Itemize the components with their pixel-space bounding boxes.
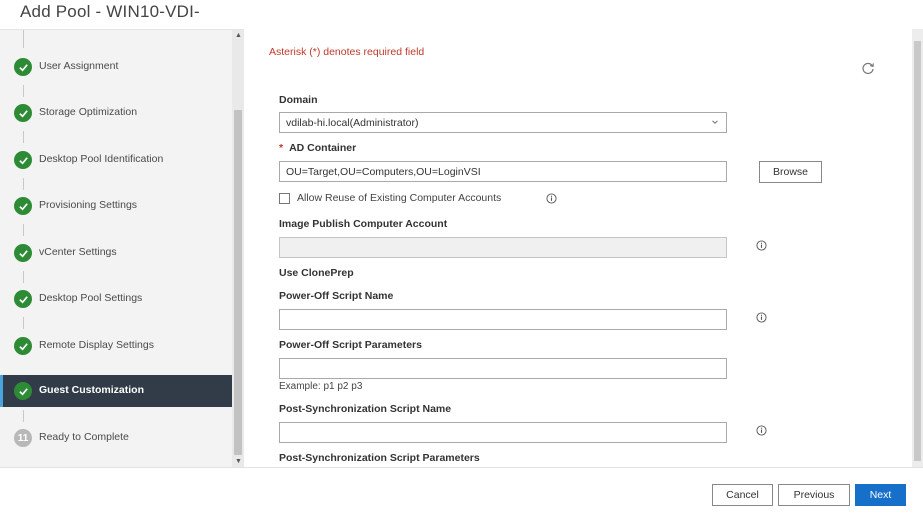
scroll-up-icon[interactable]: ▲ <box>235 32 242 39</box>
dialog-title: Add Pool - WIN10-VDI- <box>20 2 200 21</box>
sidebar-item-remote-display-settings[interactable] <box>0 329 232 363</box>
sidebar-item-storage-optimization[interactable] <box>0 96 232 130</box>
image-publish-input <box>279 237 727 258</box>
info-icon[interactable] <box>756 240 767 251</box>
power-off-script-params-input[interactable] <box>279 358 727 379</box>
allow-reuse-label: Allow Reuse of Existing Computer Accounts <box>297 192 502 204</box>
check-circle-icon <box>14 290 32 308</box>
sidebar-item-provisioning-settings[interactable] <box>0 189 232 223</box>
domain-select-value: vdilab-hi.local(Administrator) <box>286 116 419 129</box>
wizard-footer <box>0 467 923 513</box>
check-circle-icon <box>14 244 32 262</box>
step-connector <box>23 317 24 329</box>
ad-container-label <box>279 142 356 154</box>
check-circle-icon <box>14 151 32 169</box>
step-connector <box>23 30 24 48</box>
content-scroll-thumb[interactable] <box>914 41 921 461</box>
sidebar-item-label: Desktop Pool Settings <box>39 292 143 304</box>
sidebar-item-label: Provisioning Settings <box>39 199 138 211</box>
power-off-script-params-label: Power-Off Script Parameters <box>279 339 422 351</box>
ad-container-label-text: AD Container <box>289 142 357 154</box>
domain-label: Domain <box>279 94 318 106</box>
refresh-icon[interactable] <box>861 61 875 75</box>
cancel-button[interactable]: Cancel <box>712 484 773 506</box>
sidebar-item-label: vCenter Settings <box>39 246 117 258</box>
ad-container-value: OU=Target,OU=Computers,OU=LoginVSI <box>286 165 481 178</box>
check-circle-icon <box>14 382 32 400</box>
power-off-script-name-input[interactable] <box>279 309 727 330</box>
domain-select[interactable] <box>279 112 727 133</box>
allow-reuse-checkbox[interactable] <box>279 193 290 204</box>
sidebar-item-ready-to-complete[interactable] <box>0 421 232 455</box>
content-scrollbar[interactable] <box>912 29 923 467</box>
sidebar-item-desktop-pool-settings[interactable] <box>0 282 232 316</box>
info-icon[interactable] <box>756 425 767 436</box>
next-button[interactable]: Next <box>855 484 906 506</box>
sidebar-scroll-thumb[interactable] <box>234 110 242 455</box>
power-off-params-hint: Example: p1 p2 p3 <box>279 381 363 392</box>
post-sync-script-name-label: Post-Synchronization Script Name <box>279 403 452 415</box>
scroll-down-icon[interactable]: ▼ <box>235 458 242 465</box>
step-connector <box>23 224 24 236</box>
sidebar-item-label: Desktop Pool Identification <box>39 153 164 165</box>
sidebar-item-label: Storage Optimization <box>39 106 138 118</box>
check-circle-icon <box>14 104 32 122</box>
dialog-title-bar <box>0 0 923 29</box>
sidebar-item-label: Guest Customization <box>39 384 145 396</box>
chevron-down-icon <box>710 117 720 127</box>
form-content <box>244 29 912 467</box>
step-connector <box>23 131 24 143</box>
ad-container-input[interactable] <box>279 161 727 182</box>
info-icon[interactable] <box>756 312 767 323</box>
use-cloneprep-label: Use ClonePrep <box>279 267 354 279</box>
check-circle-icon <box>14 58 32 76</box>
check-circle-icon <box>14 197 32 215</box>
required-marker: * <box>279 142 284 154</box>
browse-button[interactable]: Browse <box>759 161 822 183</box>
sidebar-scrollbar[interactable] <box>232 30 244 468</box>
check-circle-icon <box>14 337 32 355</box>
sidebar-item-user-assignment[interactable] <box>0 50 232 84</box>
post-sync-script-name-input[interactable] <box>279 422 727 443</box>
previous-button[interactable]: Previous <box>778 484 850 506</box>
sidebar-item-label: User Assignment <box>39 60 119 72</box>
sidebar-item-guest-customization[interactable] <box>0 375 232 407</box>
sidebar-item-vcenter-settings[interactable] <box>0 236 232 270</box>
image-publish-label: Image Publish Computer Account <box>279 218 448 230</box>
sidebar-item-label: Ready to Complete <box>39 431 129 443</box>
required-field-note: Asterisk (*) denotes required field <box>269 46 425 58</box>
step-number-badge: 11 <box>14 429 32 447</box>
sidebar-item-desktop-pool-identification[interactable] <box>0 143 232 177</box>
info-icon[interactable] <box>546 193 557 204</box>
wizard-sidebar <box>0 29 244 467</box>
post-sync-script-params-label: Post-Synchronization Script Parameters <box>279 452 480 464</box>
sidebar-item-label: Remote Display Settings <box>39 339 154 351</box>
power-off-script-name-label: Power-Off Script Name <box>279 290 394 302</box>
